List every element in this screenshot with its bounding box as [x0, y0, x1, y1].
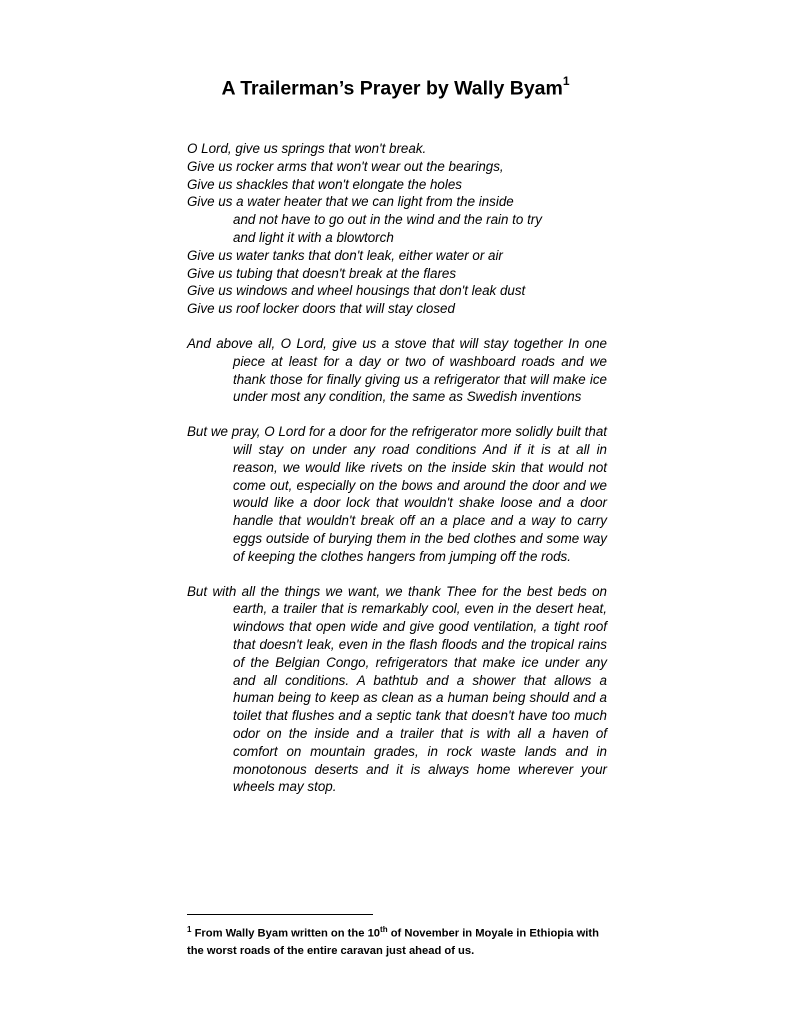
stanza-1 — [187, 140, 607, 318]
poem-line: Give us windows and wheel housings that don't leak dust — [187, 283, 526, 299]
poem-line: Give us tubing that doesn't break at the flares — [187, 265, 457, 281]
page-title — [0, 76, 791, 101]
poem-line: Give us a water heater that we can light from the inside — [187, 194, 514, 210]
poem-line-continuation: and light it with a blowtorch — [233, 229, 394, 245]
stanza-3: But we pray, O Lord for a door for the refrigerator more solidly built that will stay on under any road conditions And if it is at all in reason, we would like rivets on the inside skin that would not come out, especially on the bows and around the door and we would like a door lock that wouldn't shake loose and a door handle that wouldn't break off an a place and a way to carry eggs outside of burying them in the bed clothes and some way of keeping the clothes hangers from jumping off the rods. — [187, 424, 607, 564]
footnote-text-after: of November in Moyale in Ethiopia with the worst roads of the entire caravan just ahead of us. — [187, 927, 599, 957]
footnote-divider — [187, 914, 373, 915]
poem-line: Give us rocker arms that won't wear out the bearings, — [187, 158, 504, 174]
poem-line: Give us roof locker doors that will stay closed — [187, 301, 455, 317]
stanza-4: But with all the things we want, we thank Thee for the best beds on earth, a trailer that is remarkably cool, even in the desert heat, windows that open wide and give good ventilation, a tight roof that doesn't leak, even in the flash floods and the tropical rains of the Belgian Congo, refrigerators that make ice under any and all conditions. A bathtub and a shower that allows a human being to keep as clean as a human being should and a toilet that flushes and a septic tank that doesn't have too much odor on the inside and a trailer that is with all a haven of comfort on mountain grades, in rock waste lands and in monotonous deserts and it is always home wherever your wheels may stop. — [187, 583, 607, 795]
prayer-body — [187, 140, 607, 813]
stanza-2: And above all, O Lord, give us a stove that will stay together In one piece at least for a day or two of washboard roads and we thank those for finally giving us a refrigerator that will make ice under most any condition, the same as Swedish inventions — [187, 335, 607, 405]
title-text: A Trailerman’s Prayer by Wally Byam — [221, 77, 563, 100]
poem-line-continuation: and not have to go out in the wind and the rain to try — [233, 212, 542, 228]
title-footnote-mark: 1 — [562, 74, 570, 88]
footnote-text-before: From Wally Byam written on the 10 — [194, 927, 381, 940]
footnote-mark: 1 — [187, 925, 192, 934]
poem-line: Give us shackles that won't elongate the holes — [187, 176, 462, 192]
footnote — [187, 921, 617, 960]
poem-line: O Lord, give us springs that won't break. — [187, 141, 427, 156]
footnote-superscript: th — [380, 925, 388, 934]
poem-line: Give us water tanks that don't leak, either water or air — [187, 247, 503, 263]
